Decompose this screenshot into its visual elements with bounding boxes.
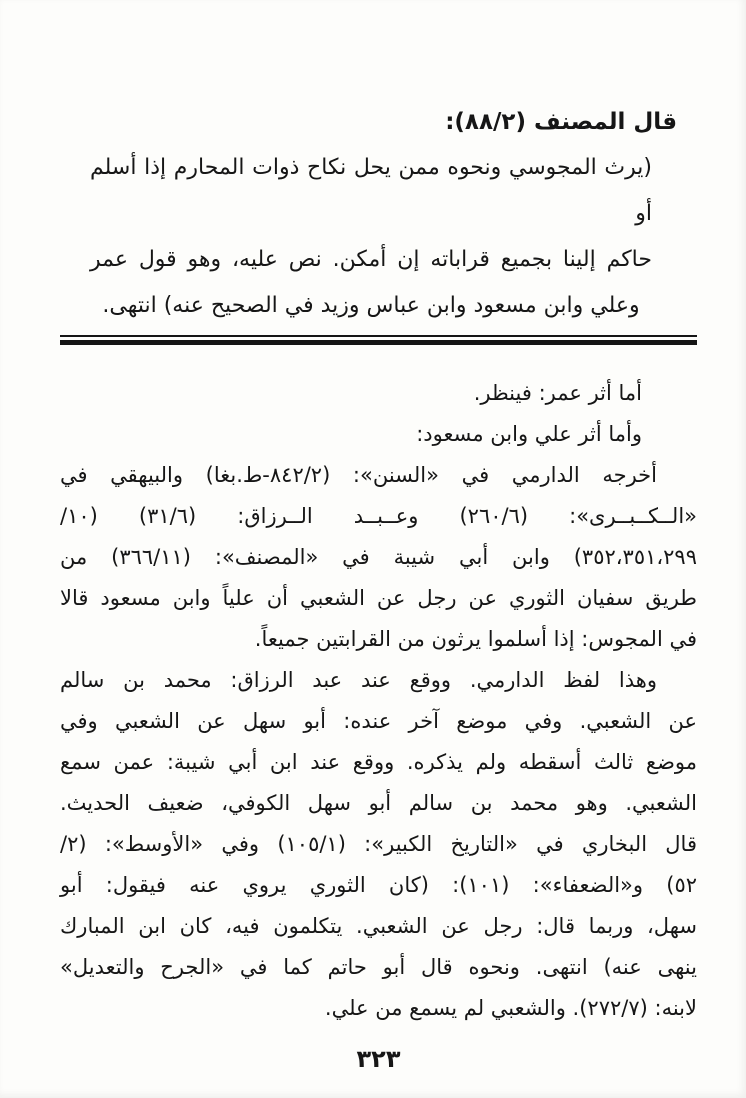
commentary-line: ٣٥٢،٣٥١،٢٩٩) وابن أبي شيبة في «المصنف»: (٣٦٦/١١) من bbox=[60, 545, 697, 569]
commentary-line: «الــكــبــرى»: (٢٦٠/٦) وعــبــد الــرزاق: (٣١/٦) (١٠/ bbox=[60, 504, 697, 528]
matn-block bbox=[90, 145, 652, 329]
commentary-line: أخرجه الدارمي في «السنن»: (٨٤٢/٢-ط.بغا) والبيهقي في bbox=[60, 463, 657, 487]
matn-line: (يرث المجوسي ونحوه ممن يحل نكاح ذوات المحارم إذا أسلم أو bbox=[90, 155, 652, 226]
commentary-line: سهل، وربما قال: رجل عن الشعبي. يتكلمون فيه، كان ابن المبارك bbox=[60, 914, 697, 938]
commentary-line: عن الشعبي. وفي موضع آخر عنده: أبو سهل عن الشعبي وفي bbox=[60, 709, 697, 733]
commentary-line: الشعبي. وهو محمد بن سالم أبو سهل الكوفي، ضعيف الحديث. bbox=[60, 791, 697, 815]
header-line: قال المصنف (٨٨/٢): bbox=[445, 109, 677, 135]
commentary-line: قال البخاري في «التاريخ الكبير»: (١٠٥/١) وفي «الأوسط»: (٢/ bbox=[60, 832, 697, 856]
commentary-line: أما أثر عمر: فينظر. bbox=[473, 381, 642, 405]
matn-line: وعلي وابن مسعود وابن عباس وزيد في الصحيح عنه) انتهى. bbox=[102, 293, 640, 318]
page-number: ٣٢٣ bbox=[356, 1045, 401, 1073]
commentary-line: ينهى عنه) انتهى. ونحوه قال أبو حاتم كما في «الجرح والتعديل» bbox=[60, 955, 697, 979]
section-separator bbox=[60, 335, 697, 345]
commentary-line: لابنه: (٢٧٢/٧). والشعبي لم يسمع من علي. bbox=[324, 996, 697, 1020]
commentary-line: ٥٢) و«الضعفاء»: (١٠١): (كان الثوري يروي عنه فيقول: أبو bbox=[60, 873, 698, 897]
commentary-block bbox=[60, 373, 697, 1029]
commentary-line: طريق سفيان الثوري عن رجل عن الشعبي أن علياً وابن مسعود قالا bbox=[60, 586, 697, 610]
commentary-line: في المجوس: إذا أسلموا يرثون من القرابتين جميعاً. bbox=[254, 627, 697, 651]
commentary-line: موضع ثالث أسقطه ولم يذكره. ووقع عند ابن أبي شيبة: عمن سمع bbox=[60, 750, 697, 774]
matn-line: حاكم إلينا بجميع قراباته إن أمكن. نص عليه، وهو قول عمر bbox=[90, 247, 652, 272]
commentary-line: وهذا لفظ الدارمي. ووقع عند عبد الرزاق: محمد بن سالم bbox=[60, 668, 657, 692]
commentary-line: وأما أثر علي وابن مسعود: bbox=[416, 422, 642, 446]
